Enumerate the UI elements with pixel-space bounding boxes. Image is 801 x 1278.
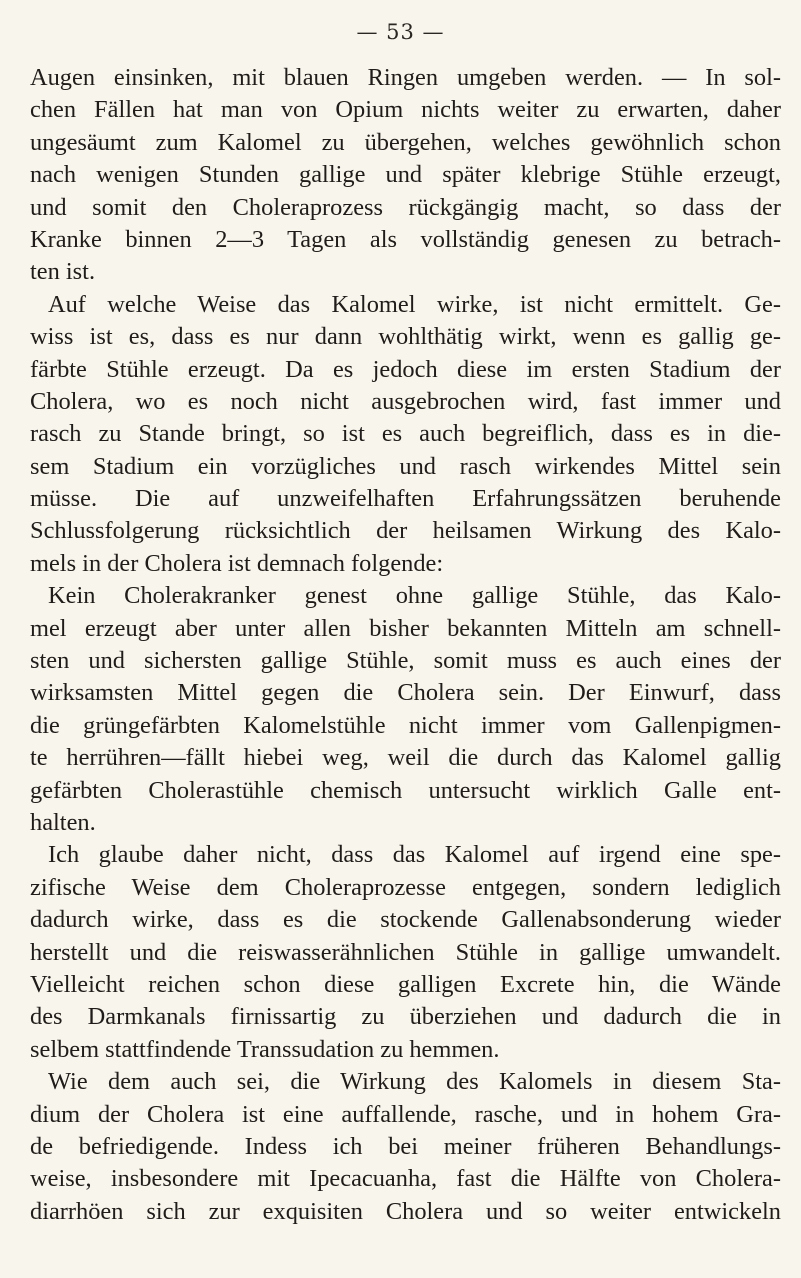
paragraph bbox=[30, 1066, 781, 1228]
page-number: — 53 — bbox=[356, 20, 445, 44]
text-line: halten. bbox=[30, 808, 96, 836]
text-line: chen Fällen hat man von Opium nichts weiter zu erwarten, daher bbox=[30, 96, 781, 124]
text-line: Ich glaube daher nicht, dass das Kalomel auf irgend eine spe- bbox=[48, 841, 781, 869]
text-line: Schlussfolgerung rücksichtlich der heilsamen Wirkung des Kalo- bbox=[30, 517, 781, 545]
text-line: des Darmkanals firnissartig zu überziehen und dadurch die in bbox=[30, 1003, 781, 1031]
text-line: gefärbten Cholerastühle chemisch untersucht wirklich Galle ent- bbox=[30, 776, 781, 804]
text-line: ten ist. bbox=[30, 258, 96, 286]
text-line: sten und sichersten gallige Stühle, somit muss es auch eines der bbox=[30, 647, 781, 675]
text-line: mels in der Cholera ist demnach folgende: bbox=[30, 549, 444, 577]
text-line: herstellt und die reiswasserähnlichen Stühle in gallige umwandelt. bbox=[30, 938, 781, 966]
text-line: sem Stadium ein vorzügliches und rasch wirkendes Mittel sein bbox=[30, 452, 781, 480]
text-line: dadurch wirke, dass es die stockende Gallenabsonderung wieder bbox=[30, 906, 781, 934]
text-line: Kranke binnen 2—3 Tagen als vollständig genesen zu betrach- bbox=[30, 225, 781, 253]
text-line: färbte Stühle erzeugt. Da es jedoch diese im ersten Stadium der bbox=[30, 355, 781, 383]
text-line: wirksamsten Mittel gegen die Cholera sein. Der Einwurf, dass bbox=[30, 679, 781, 707]
text-line: te herrühren—fällt hiebei weg, weil die durch das Kalomel gallig bbox=[30, 744, 781, 772]
text-line: Augen einsinken, mit blauen Ringen umgeben werden. — In sol- bbox=[30, 64, 781, 91]
text-line: Cholera, wo es noch nicht ausgebrochen wird, fast immer und bbox=[30, 387, 781, 415]
text-line: Kein Cholerakranker genest ohne gallige Stühle, das Kalo- bbox=[48, 582, 781, 610]
text-line: Wie dem auch sei, die Wirkung des Kalomels in diesem Sta- bbox=[48, 1068, 781, 1096]
paragraph bbox=[30, 289, 781, 581]
text-line: die grüngefärbten Kalomelstühle nicht immer vom Gallenpigmen- bbox=[30, 711, 781, 739]
body-text bbox=[30, 62, 781, 1228]
text-line: de befriedigende. Indess ich bei meiner früheren Behandlungs- bbox=[30, 1132, 781, 1160]
text-line: müsse. Die auf unzweifelhaften Erfahrungssätzen beruhende bbox=[30, 485, 781, 513]
paragraph bbox=[30, 62, 781, 289]
text-line: Vielleicht reichen schon diese galligen Excrete hin, die Wände bbox=[30, 970, 781, 998]
paragraph bbox=[30, 580, 781, 839]
text-line: dium der Cholera ist eine auffallende, rasche, und in hohem Gra- bbox=[30, 1100, 781, 1128]
text-line: zifische Weise dem Choleraprozesse entgegen, sondern lediglich bbox=[30, 873, 781, 901]
text-line: und somit den Choleraprozess rückgängig macht, so dass der bbox=[30, 193, 781, 221]
paragraph bbox=[30, 839, 781, 1066]
text-line: diarrhöen sich zur exquisiten Cholera und so weiter entwickeln bbox=[30, 1197, 781, 1225]
text-line: wiss ist es, dass es nur dann wohlthätig wirkt, wenn es gallig ge- bbox=[30, 323, 781, 351]
text-line: Auf welche Weise das Kalomel wirke, ist nicht ermittelt. Ge- bbox=[48, 290, 781, 318]
text-line: nach wenigen Stunden gallige und später klebrige Stühle erzeugt, bbox=[30, 161, 781, 189]
text-line: ungesäumt zum Kalomel zu übergehen, welches gewöhnlich schon bbox=[30, 128, 781, 156]
text-line: mel erzeugt aber unter allen bisher bekannten Mitteln am schnell- bbox=[30, 614, 781, 642]
text-line: selbem stattfindende Transsudation zu hemmen. bbox=[30, 1035, 500, 1063]
text-line: rasch zu Stande bringt, so ist es auch begreiflich, dass es in die- bbox=[30, 420, 781, 448]
text-line: weise, insbesondere mit Ipecacuanha, fast die Hälfte von Cholera- bbox=[30, 1165, 781, 1193]
